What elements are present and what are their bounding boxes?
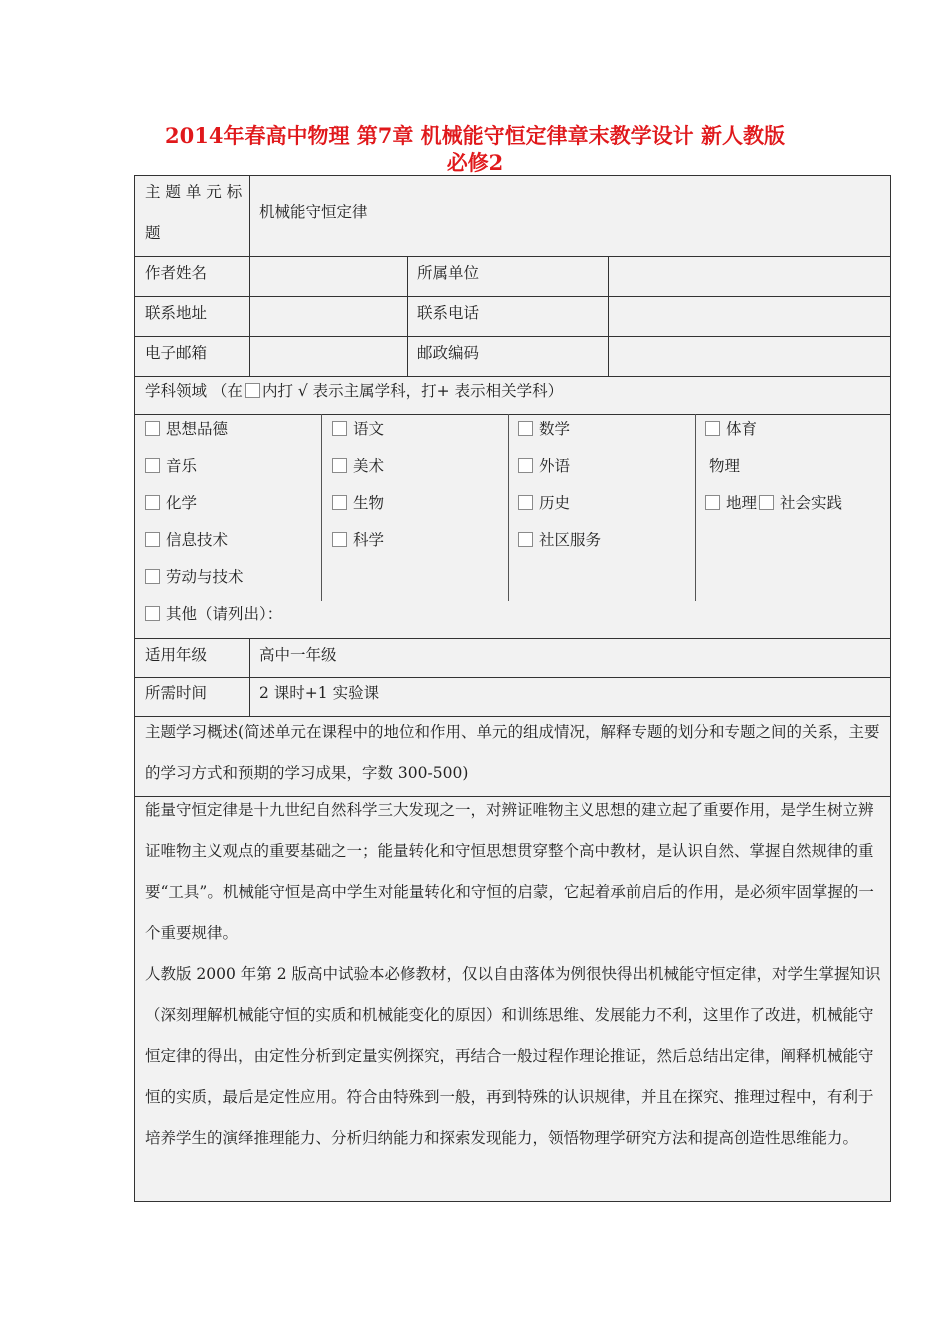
subject-label-physics: 物理 xyxy=(709,457,741,475)
subject-col-divider xyxy=(321,414,322,601)
checkbox-icon[interactable] xyxy=(145,421,160,436)
subject-instruction-suffix: 内打 √ 表示主属学科，打+ 表示相关学科） xyxy=(261,382,564,400)
topic-value[interactable]: 机械能守恒定律 xyxy=(259,203,368,221)
subject-item[interactable] xyxy=(518,493,570,513)
checkbox-icon[interactable] xyxy=(145,495,160,510)
col-divider xyxy=(249,256,250,376)
email-label: 电子邮箱 xyxy=(145,344,208,362)
checkbox-icon[interactable] xyxy=(332,458,347,473)
subject-item[interactable] xyxy=(705,493,842,513)
unit-field[interactable] xyxy=(610,258,888,295)
address-label: 联系地址 xyxy=(145,304,208,322)
document-title xyxy=(0,122,950,176)
subject-label: 社会实践 xyxy=(780,494,843,512)
row-divider xyxy=(135,376,890,377)
postcode-label: 邮政编码 xyxy=(417,344,480,362)
subject-item[interactable] xyxy=(332,419,384,439)
subject-col-divider xyxy=(508,414,509,601)
subject-item[interactable] xyxy=(518,456,570,476)
subject-item[interactable] xyxy=(145,567,244,587)
checkbox-icon[interactable] xyxy=(705,421,720,436)
subject-instruction-prefix: 学科领域 （在 xyxy=(145,382,243,400)
time-value[interactable]: 2 课时+1 实验课 xyxy=(259,684,380,702)
subject-label: 社区服务 xyxy=(539,531,602,549)
overview-label: 主题学习概述(简述单元在课程中的地位和作用、单元的组成情况，解释专题的划分和专题之间的关系，主要的学习方式和预期的学习成果，字数 300-500) xyxy=(145,723,880,782)
postcode-field[interactable] xyxy=(610,338,888,375)
col-divider xyxy=(249,638,250,716)
checkbox-icon[interactable] xyxy=(332,495,347,510)
title-line-1: 2014年春高中物理 第7章 机械能守恒定律章末教学设计 新人教版 xyxy=(165,123,785,148)
checkbox-icon[interactable] xyxy=(145,458,160,473)
subject-item[interactable] xyxy=(705,419,757,439)
checkbox-icon[interactable] xyxy=(332,532,347,547)
subject-col-divider xyxy=(695,414,696,601)
subject-label: 化学 xyxy=(166,494,198,512)
overview-paragraph-2: 人教版 2000 年第 2 版高中试验本必修教材，仅以自由落体为例很快得出机械能守恒定律，对学生掌握知识（深刻理解机械能守恒的实质和机械能变化的原因）和训练思维、发展能力不利，这里作了改进，机械能守恒定律的得出，由定性分析到定量实例探究，再结合一般过程作理论推证，然后总结出定律，阐释机械能守恒的实质，最后是定性应用。符合由特殊到一般，再到特殊的认识规律，并且在探究、推理过程中，有利于培养学生的演绎推理能力、分析归纳能力和探索发现能力，领悟物理学研究方法和提高创造性思维能力。 xyxy=(145,965,881,1147)
subject-label: 思想品德 xyxy=(166,420,229,438)
subject-item-other[interactable] xyxy=(145,604,282,624)
email-field[interactable] xyxy=(251,338,406,375)
subject-label: 地理 xyxy=(726,494,758,512)
phone-label: 联系电话 xyxy=(417,304,480,322)
subject-label: 其他（请列出）： xyxy=(166,605,283,623)
subject-label: 美术 xyxy=(353,457,385,475)
grade-value[interactable]: 高中一年级 xyxy=(259,646,337,664)
checkbox-icon[interactable] xyxy=(759,495,774,510)
checkbox-icon[interactable] xyxy=(145,532,160,547)
col-divider xyxy=(249,176,250,256)
subject-label: 音乐 xyxy=(166,457,198,475)
checkbox-icon[interactable] xyxy=(518,532,533,547)
subject-item[interactable] xyxy=(145,419,228,439)
subject-label: 信息技术 xyxy=(166,531,229,549)
subject-label: 数学 xyxy=(539,420,571,438)
checkbox-icon[interactable] xyxy=(145,569,160,584)
overview-paragraph-1: 能量守恒定律是十九世纪自然科学三大发现之一，对辨证唯物主义思想的建立起了重要作用，是学生树立辨证唯物主义观点的重要基础之一；能量转化和守恒思想贯穿整个高中教材，是认识自然、掌握自然规律的重要“工具”。机械能守恒是高中学生对能量转化和守恒的启蒙，它起着承前启后的作用，是必须牢固掌握的一个重要规律。 xyxy=(145,801,874,942)
checkbox-icon[interactable] xyxy=(332,421,347,436)
checkbox-icon[interactable] xyxy=(518,421,533,436)
subject-item[interactable] xyxy=(332,530,384,550)
checkbox-icon[interactable] xyxy=(518,495,533,510)
col-divider xyxy=(608,256,609,376)
phone-field[interactable] xyxy=(610,298,888,335)
subject-label: 语文 xyxy=(353,420,385,438)
subject-item[interactable] xyxy=(332,493,384,513)
checkbox-sample-icon xyxy=(245,383,260,398)
subject-label: 劳动与技术 xyxy=(166,568,244,586)
subject-item[interactable] xyxy=(332,456,384,476)
col-divider xyxy=(407,256,408,376)
title-line-2: 必修2 xyxy=(446,150,504,175)
topic-label: 主 题 单 元 标 xyxy=(145,183,243,201)
subject-label: 体育 xyxy=(726,420,758,438)
grade-label: 适用年级 xyxy=(145,646,208,664)
subject-label: 外语 xyxy=(539,457,571,475)
subject-item[interactable] xyxy=(145,456,197,476)
checkbox-icon[interactable] xyxy=(705,495,720,510)
subject-label: 科学 xyxy=(353,531,385,549)
subject-item[interactable] xyxy=(145,530,228,550)
checkbox-icon[interactable] xyxy=(145,606,160,621)
subject-label: 历史 xyxy=(539,494,571,512)
subject-item[interactable] xyxy=(518,530,601,550)
address-field[interactable] xyxy=(251,298,406,335)
subject-item[interactable] xyxy=(145,493,197,513)
lesson-design-form xyxy=(134,175,891,1202)
subject-label: 生物 xyxy=(353,494,385,512)
subject-item[interactable] xyxy=(518,419,570,439)
author-field[interactable] xyxy=(251,258,406,295)
author-label: 作者姓名 xyxy=(145,264,208,282)
topic-label-continued: 题 xyxy=(145,224,161,242)
unit-label: 所属单位 xyxy=(417,264,480,282)
time-label: 所需时间 xyxy=(145,684,208,702)
row-divider xyxy=(135,414,890,415)
checkbox-icon[interactable] xyxy=(518,458,533,473)
subject-instruction xyxy=(145,381,563,401)
